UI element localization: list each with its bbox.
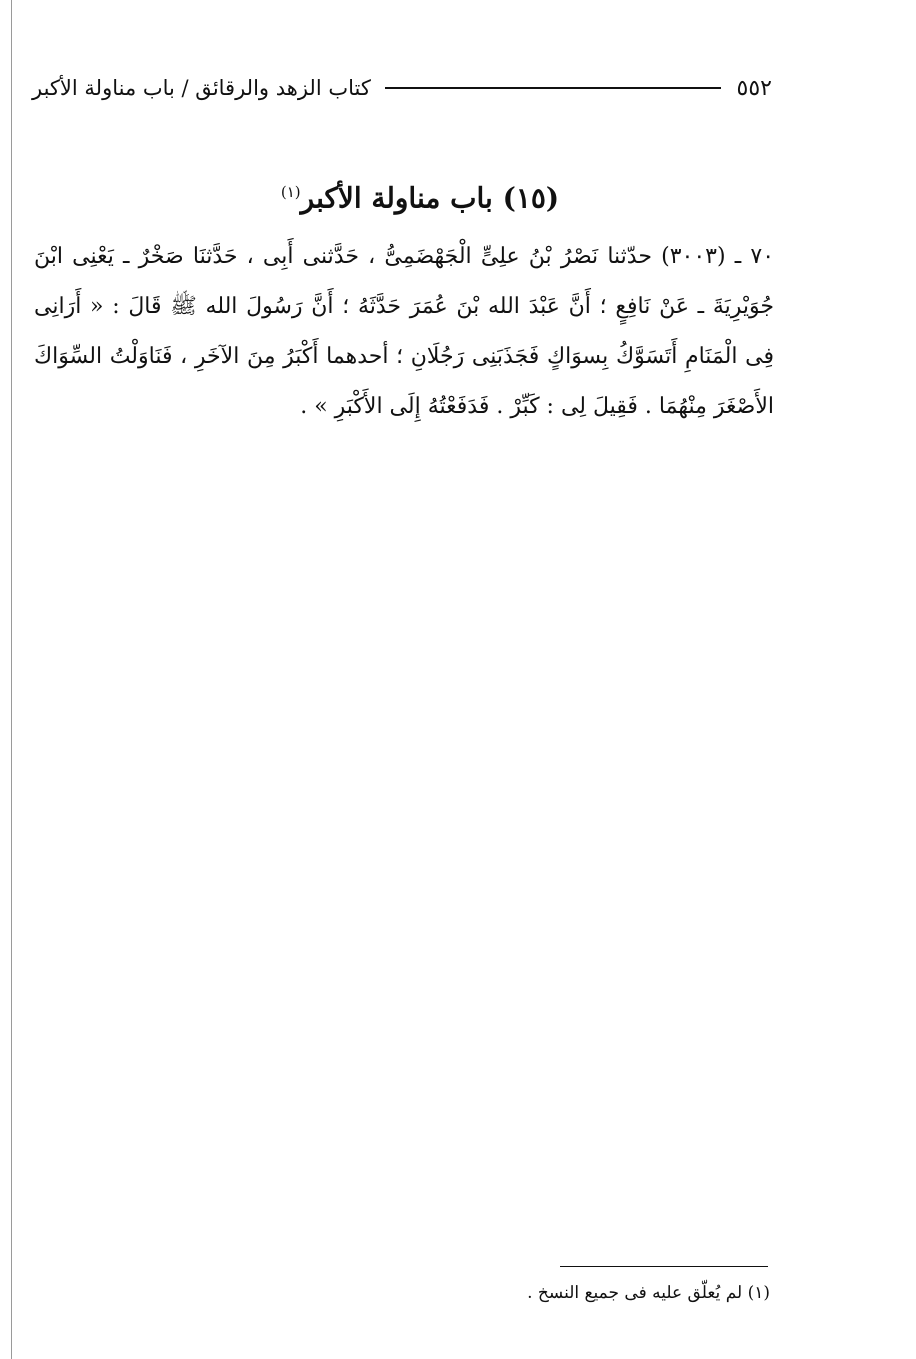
running-head (32, 68, 772, 108)
footnote: (١) لم يُعلّق عليه فى جميع النسخ . (527, 1283, 770, 1303)
scan-margin-line (11, 0, 12, 1359)
chapter-title: (١٥) باب مناولة الأكبر (300, 181, 560, 215)
running-head-title: كتاب الزهد والرقائق / باب مناولة الأكبر (32, 76, 371, 100)
hadith-text: ٧٠ ـ (٣٠٠٣) حدّثنا نَصْرُ بْنُ علِىٍّ الْجَهْضَمِىُّ ، حَدَّثنى أَبِى ، حَدَّثنَا صَخْرٌ ـ يَعْنِى ابْنَ جُوَيْرِيَةَ ـ عَنْ نَافِعٍ ؛ أَنَّ عَبْدَ الله بْنَ عُمَرَ حَدَّثَهُ ؛ أَنَّ رَسُولَ الله ﷺ قَالَ : « أَرَانِى فِى الْمَنَامِ أَتَسَوَّكُ بِسوَاكٍ فَجَذَبَنِى رَجُلَانِ ؛ أحدهما أَكْبَرُ مِنَ الآخَرِ ، فَنَاوَلْتُ السِّوَاكَ الأَصْغَرَ مِنْهُمَا . فَقِيلَ لِى : كَبِّرْ . فَدَفَعْتُهُ إِلَى الأَكْبَرِ » . (34, 244, 775, 419)
header-rule (385, 87, 721, 89)
footnote-rule (560, 1266, 768, 1267)
footnote-marker: (١) (280, 183, 301, 201)
chapter-heading (100, 170, 740, 220)
page-number: ٥٥٢ (736, 75, 772, 101)
